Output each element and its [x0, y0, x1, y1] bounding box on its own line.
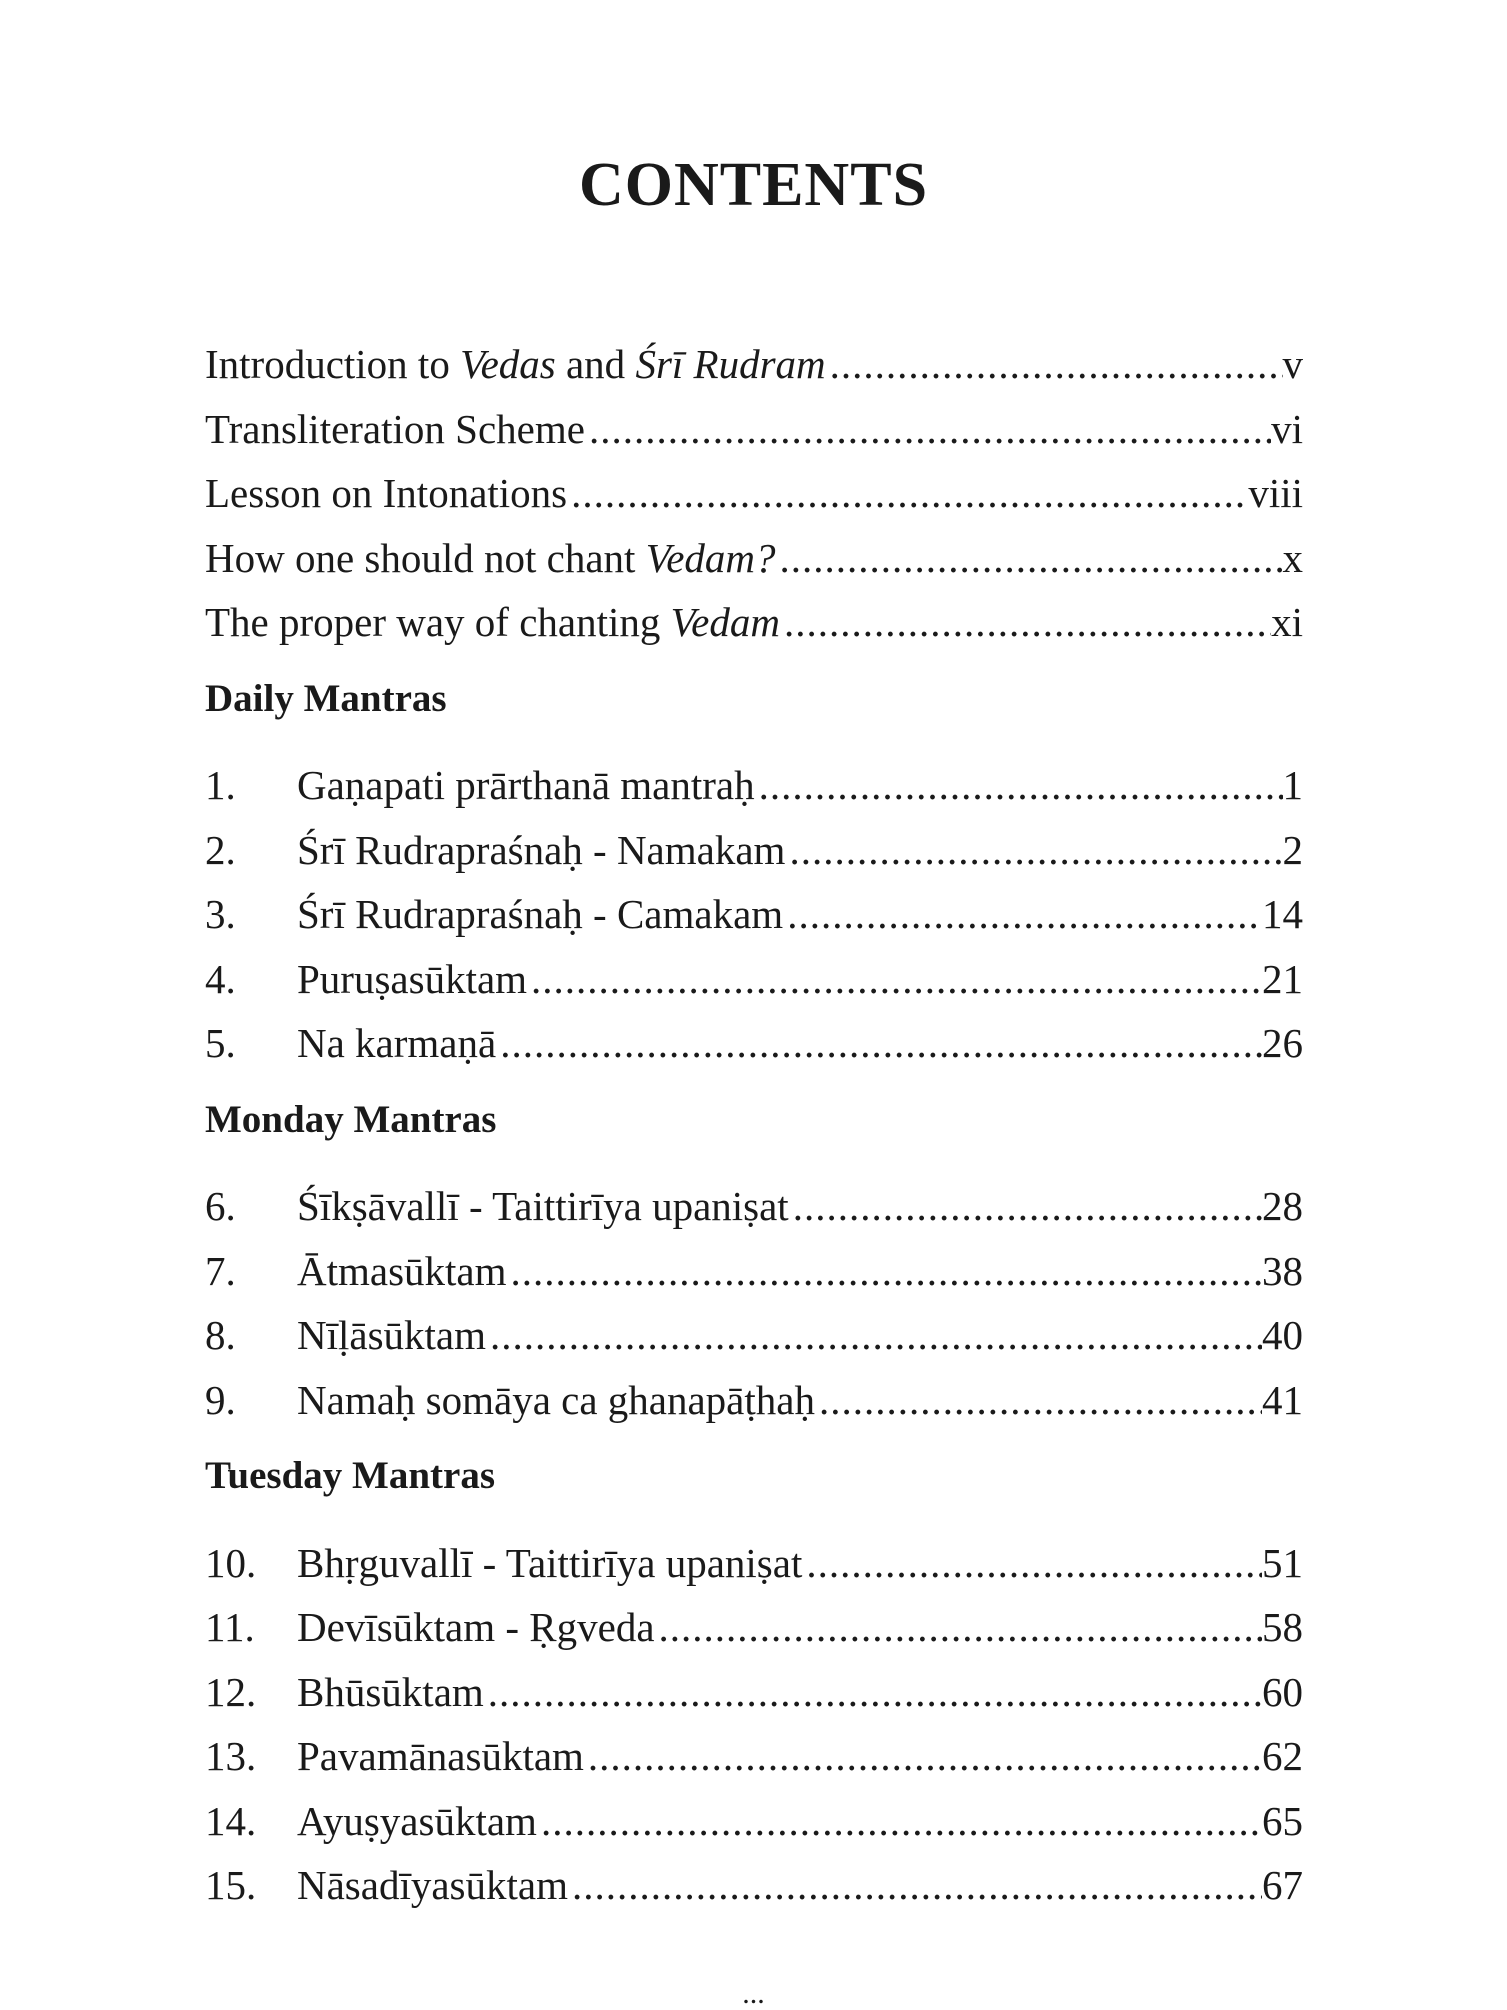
entry-title: [205, 397, 585, 462]
toc-entry[interactable]: [205, 590, 1303, 655]
dot-leader: [568, 1853, 1262, 1918]
entry-title: Śīkṣāvallī - Taittirīya upaniṣat: [297, 1183, 789, 1229]
entry-number: 3.: [205, 891, 236, 937]
entry-title-part: Vedam: [670, 599, 780, 645]
entry-page-number: 38: [1262, 1247, 1303, 1294]
entry-page-number: vi: [1271, 405, 1303, 452]
toc-entry[interactable]: [205, 1011, 1303, 1076]
entry-page-number: x: [1282, 534, 1303, 581]
entry-page-number: 14: [1262, 891, 1303, 937]
entry-title-part: Introduction to: [205, 341, 461, 387]
entry-title: [205, 590, 780, 655]
dot-leader: [802, 1531, 1262, 1596]
entry-page-number: viii: [1248, 470, 1303, 516]
entry-title-part: Śrī Rudram: [635, 341, 826, 387]
dot-leader: [507, 1239, 1262, 1304]
entry-number: 7.: [205, 1247, 236, 1294]
toc-entry[interactable]: [205, 818, 1303, 883]
entry-number: 12.: [205, 1668, 257, 1715]
table-of-contents: [205, 332, 1303, 1918]
entry-page-number: 41: [1262, 1376, 1303, 1423]
continued-mark: ...: [742, 1977, 765, 2010]
toc-entry[interactable]: [205, 1789, 1303, 1854]
entry-page-number: v: [1282, 341, 1303, 387]
toc-entry[interactable]: [205, 526, 1303, 591]
dot-leader: [785, 818, 1282, 883]
entry-title: Bhūsūktam: [297, 1668, 484, 1715]
dot-leader: [776, 526, 1283, 591]
section-heading: Monday Mantras: [205, 1097, 497, 1141]
dot-leader: [486, 1303, 1262, 1368]
entry-number: 10.: [205, 1539, 257, 1586]
entry-page-number: 62: [1262, 1733, 1303, 1779]
dot-leader: [484, 1660, 1262, 1725]
toc-entry[interactable]: [205, 1239, 1303, 1304]
entry-number: 11.: [205, 1604, 255, 1650]
toc-entry[interactable]: [205, 1660, 1303, 1725]
entry-number: 14.: [205, 1797, 257, 1844]
entry-number: 15.: [205, 1862, 257, 1908]
entry-number: 2.: [205, 826, 236, 873]
toc-entry[interactable]: [205, 882, 1303, 947]
dot-leader: [567, 461, 1248, 526]
toc-entry[interactable]: [205, 461, 1303, 526]
entry-title: Nāsadīyasūktam: [297, 1862, 568, 1908]
toc-entry[interactable]: [205, 332, 1303, 397]
entry-title: [205, 461, 567, 526]
entry-number: 9.: [205, 1376, 236, 1423]
entry-title: Nīḷāsūktam: [297, 1312, 487, 1358]
entry-title-part: Transliteration Scheme: [205, 405, 585, 452]
entry-title: Puruṣasūktam: [297, 955, 528, 1002]
toc-entry[interactable]: [205, 1174, 1303, 1239]
entry-number: 4.: [205, 955, 236, 1002]
entry-title-part: and: [555, 341, 636, 387]
entry-title-part: Lesson on Intonations: [205, 470, 568, 516]
entry-title: Pavamānasūktam: [297, 1733, 584, 1779]
entry-page-number: 1: [1282, 762, 1303, 808]
entry-title-part: Vedas: [460, 341, 556, 387]
entry-page-number: 21: [1262, 955, 1303, 1002]
dot-leader: [815, 1368, 1262, 1433]
entry-page-number: 40: [1262, 1312, 1303, 1358]
entry-title: Gaṇapati prārthanā mantraḥ: [297, 762, 755, 808]
entry-number: 8.: [205, 1312, 236, 1358]
entry-page-number: 60: [1262, 1668, 1303, 1715]
toc-entry[interactable]: [205, 1303, 1303, 1368]
dot-leader: [585, 397, 1271, 462]
entry-title-part: Vedam?: [645, 534, 776, 581]
dot-leader: [826, 332, 1283, 397]
entry-number: 6.: [205, 1183, 236, 1229]
entry-page-number: 51: [1262, 1539, 1303, 1586]
entry-page-number: xi: [1271, 599, 1303, 645]
dot-leader: [780, 590, 1271, 655]
dot-leader: [655, 1595, 1262, 1660]
entry-title: Ātmasūktam: [297, 1247, 507, 1294]
entry-page-number: 58: [1262, 1604, 1303, 1650]
entry-number: 5.: [205, 1020, 236, 1066]
entry-title-part: The proper way of chanting: [205, 599, 671, 645]
dot-leader: [527, 947, 1262, 1012]
entry-number: 13.: [205, 1733, 257, 1779]
dot-leader: [537, 1789, 1262, 1854]
entry-page-number: 67: [1262, 1862, 1303, 1908]
entry-title: Devīsūktam - Ṛgveda: [297, 1604, 655, 1650]
toc-entry[interactable]: [205, 1724, 1303, 1789]
entry-title-part: How one should not chant: [205, 534, 646, 581]
entry-page-number: 28: [1262, 1183, 1303, 1229]
toc-entry[interactable]: [205, 1595, 1303, 1660]
dot-leader: [584, 1724, 1262, 1789]
entry-title: [205, 332, 826, 397]
entry-page-number: 2: [1282, 826, 1303, 873]
entry-title: Ayuṣyasūktam: [297, 1797, 537, 1844]
entry-number: 1.: [205, 762, 236, 808]
entry-title: Śrī Rudrapraśnaḥ - Camakam: [297, 891, 784, 937]
toc-entry[interactable]: [205, 947, 1303, 1012]
entry-title: Śrī Rudrapraśnaḥ - Namakam: [297, 826, 786, 873]
toc-entry[interactable]: [205, 753, 1303, 818]
section-heading: Tuesday Mantras: [205, 1454, 496, 1497]
toc-entry[interactable]: [205, 1368, 1303, 1433]
entry-title: Namaḥ somāya ca ghanapāṭhaḥ: [297, 1376, 815, 1423]
dot-leader: [496, 1011, 1262, 1076]
entry-title: [205, 526, 776, 591]
dot-leader: [783, 882, 1262, 947]
toc-entry[interactable]: [205, 397, 1303, 462]
entry-title: Na karmaṇā: [297, 1020, 497, 1066]
page-title: CONTENTS: [578, 151, 929, 219]
section-heading: Daily Mantras: [205, 676, 447, 720]
toc-entry[interactable]: [205, 1853, 1303, 1918]
toc-entry[interactable]: [205, 1531, 1303, 1596]
dot-leader: [755, 753, 1283, 818]
entry-page-number: 65: [1262, 1797, 1303, 1844]
entry-page-number: 26: [1262, 1020, 1303, 1066]
entry-title: Bhṛguvallī - Taittirīya upaniṣat: [297, 1539, 803, 1586]
dot-leader: [789, 1174, 1262, 1239]
